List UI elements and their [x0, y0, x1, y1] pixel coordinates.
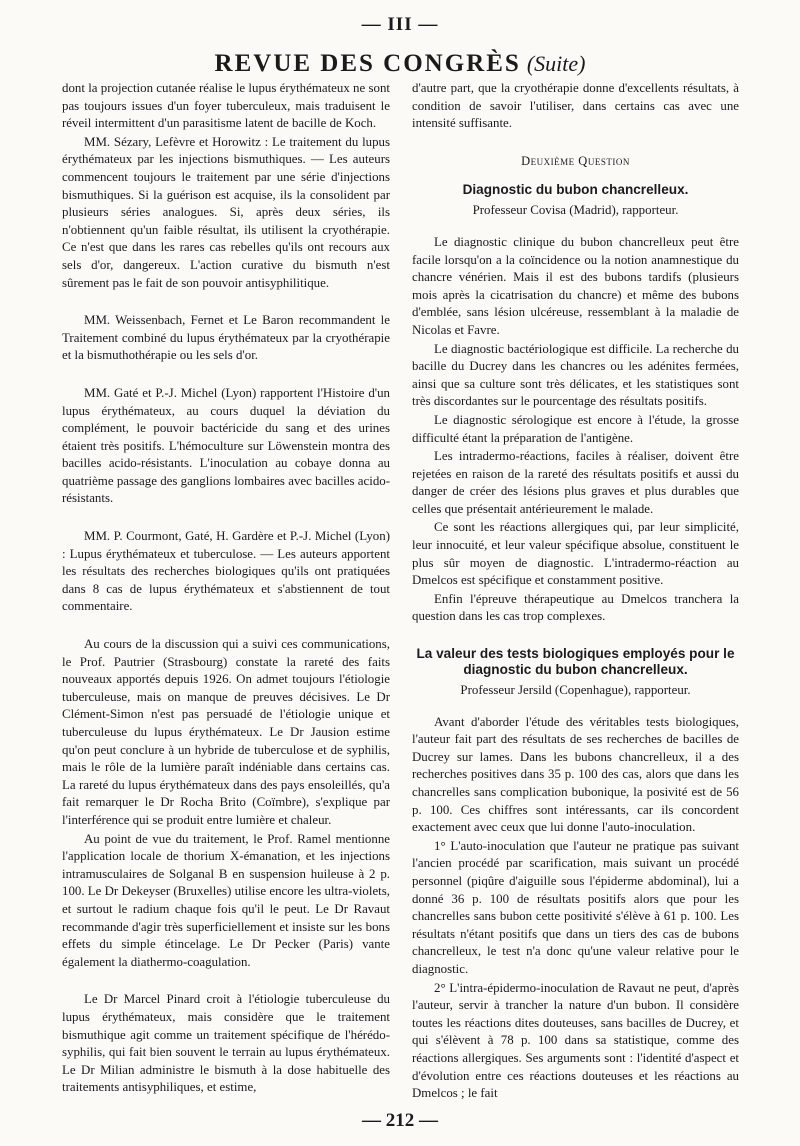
section-subtitle: Professeur Covisa (Madrid), rapporteur. [472, 203, 679, 218]
left-column [62, 80, 390, 1106]
section-subtitle: Professeur Jersild (Copenhague), rapporteur. [460, 683, 691, 698]
paragraph: Enfin l'épreuve thérapeutique au Dmelcos tranchera la question dans les cas trop complexes. [412, 591, 739, 624]
paragraph: MM. Gaté et P.-J. Michel (Lyon) rapportent l'Histoire d'un lupus érythémateux, au cours duquel la déviation du complément, le pouvoir bactéricide du sang et des urines étaient très positifs. L'hémoculture sur Löwenstein montra des bacilles acido-résistants. L'inoculation au cobaye donna au quatrième passage des ganglions lombaires avec bacilles acido-résistants. [62, 385, 390, 506]
page-number: — 212 — [362, 1110, 438, 1131]
paragraph: Au point de vue du traitement, le Prof. Ramel mentionne l'application locale de thorium X-émanation, et les injections intramusculaires de Solganal B en suspension huileuse à 2 p. 100. Le Dr Dekeyser (Bruxelles) utilise encore les ultra-violets, et surtout le radium chaque fois qu'il le peut. Le Dr Ravaut recommande d'agir très superficiellement et insiste sur les bons effets du simple étincelage. Le Dr Pecker (Paris) vante également la diathermo-coagulation. [62, 831, 390, 969]
paragraph: Ce sont les réactions allergiques qui, par leur simplicité, leur innocuité, et leur valeur spécifique absolue, constituent le plus sûr moyen de diagnostic. L'intradermo-réaction au Dmelcos est spécifique et constamment positive. [412, 520, 739, 588]
paragraph: Le diagnostic bactériologique est difficile. La recherche du bacille du Ducrey dans les chancres ou les adénites fermées, ainsi que sa culture sont très délicates, et les statistiques sont très discordantes sur le pourcentage des résultats positifs. [412, 341, 739, 409]
paragraph: Le diagnostic clinique du bubon chancrelleux peut être facile lorsqu'on a la coïncidence ou la notion anamnestique du chancre vénérien. Mais il est des bubons tardifs (plusieurs mois après la cicatrisation du chancre) et même des bubons d'emblée, sans lésion ulcéreuse, ressemblant à la maladie de Nicolas et Favre. [412, 234, 739, 337]
paragraph: Le diagnostic sérologique est encore à l'étude, la grosse difficulté étant la préparation de l'antigène. [412, 412, 739, 445]
paragraph: MM. Sézary, Lefèvre et Horowitz : Le traitement du lupus érythémateux par les injections bismuthiques. — Les auteurs commencent toujours le traitement par une série d'injections bismuthiques. Si la guérison est acquise, ils la consolident par plusieurs séries analogues. Si, après deux séries, ils n'obtiennent qu'un faible résultat, ils utilisent la cryothérapie. Ce n'est que dans les rares cas rebelles qu'ils ont recours aux sels d'or, dangereux. L'action curative du bismuth n'est sûrement pas le fait de son pouvoir antisyphilitique. [62, 134, 390, 290]
section-title: Diagnostic du bubon chancrelleux. [462, 182, 689, 198]
section-title: La valeur des tests biologiques employés pour le diagnostic du bubon chancrelleux. [416, 646, 735, 678]
question-label: Deuxième Question [521, 153, 630, 168]
running-head [0, 50, 800, 78]
paragraph: Les intradermo-réactions, faciles à réaliser, doivent être rejetées en raison de la rareté des résultats positifs et aussi du danger de créer des lésions plus graves et plus durables que celles que présentait antérieurement le malade. [412, 449, 739, 516]
paragraph: MM. P. Courmont, Gaté, H. Gardère et P.-J. Michel (Lyon) : Lupus érythémateux et tuberculose. — Les auteurs apportent les résultats des recherches biologiques qu'ils ont pratiquées dans 8 cas de lupus érythémateux et s'abstiennent de tout commentaire. [62, 529, 390, 614]
paragraph: 2° L'intra-épidermo-inoculation de Ravaut ne peut, d'après l'auteur, servir à trancher la nature d'un bubon. Il considère toutes les réactions dites douteuses, sans bacilles de Ducrey, et qui s'élèvent à 78 p. 100 dans sa statistique, comme des réactions allergiques. Ses arguments sont : l'identité d'aspect et d'évolution entre ces réactions douteuses et les réactions au Dmelcos ; le fait [412, 980, 739, 1101]
suite-label: (Suite) [526, 51, 586, 76]
right-column [412, 80, 739, 1106]
paragraph: Le Dr Marcel Pinard croit à l'étiologie tuberculeuse du lupus érythémateux, mais considère que le traitement bismuthique agit comme un traitement spécifique de l'hérédo-syphilis, qui fait bien souvent le terrain au lupus érythémateux. Le Dr Milian administre le bismuth à la dose habituelle des traitements antisyphiliques, et estime, [62, 992, 390, 1095]
journal-title: REVUE DES CONGRÈS [214, 50, 521, 77]
paragraph: 1° L'auto-inoculation que l'auteur ne pratique pas suivant l'ancien procédé par scarification, mais suivant un procédé personnel (piqûre d'aiguille sous l'épiderme abdominal), lui a donné 36 p. 100 de résultats positifs alors que pour les chancrelles sans bubon cette positivité s'élève à 61 p. 100. Les résultats n'étant positifs que dans un tiers des cas de bubons chancrelleux, le test n'a donc qu'une valeur relative pour le diagnostic. [412, 838, 739, 976]
roman-page-number: — III — [361, 14, 439, 35]
paragraph: dont la projection cutanée réalise le lupus érythémateux ne sont pas toujours issues d'un foyer tuberculeux, mais traduisent le réveil intermittent d'un parasitisme latent de bacille de Koch. [62, 81, 390, 131]
paragraph: Au cours de la discussion qui a suivi ces communications, le Prof. Pautrier (Strasbourg) constate la rareté des faits nouveaux apportés depuis 1926. On admet toujours l'étiologie tuberculeuse, mais on manque de preuves décisives. Le Dr Clément-Simon n'est pas persuadé de l'étiologie unique et tuberculeuse du lupus érythémateux. Le Dr Jausion estime qu'on peut conclure à un hybride de tuberculose et de syphilis, mais le rôle de la lumière paraît indéniable dans certains cas. La rareté du lupus érythémateux dans des pays ensoleillés, qu'a fait remarquer le Dr Rocha Brito (Coïmbre), s'explique par l'interférence qui se produit entre lumière et chaleur. [62, 637, 390, 827]
paragraph: d'autre part, que la cryothérapie donne d'excellents résultats, à condition de savoir l'utiliser, dans certains cas avec une intensité suffisante. [412, 81, 739, 131]
paragraph: Avant d'aborder l'étude des véritables tests biologiques, l'auteur fait part des résultats de ses recherches de bacilles de Ducrey sur lames. Dans les bubons chancrelleux, il a des recherches positives dans 35 p. 100 des cas, alors que dans les chancrelles sans complication bubonique, la posivité est de 56 p. 100. Ces chiffres sont intéressants, car ils concordent exactement avec ceux que lui donne l'auto-inoculation. [412, 714, 739, 835]
paragraph: MM. Weissenbach, Fernet et Le Baron recommandent le Traitement combiné du lupus érythémateux par la cryothérapie et la bismuthothérapie ou les sels d'or. [62, 313, 390, 363]
